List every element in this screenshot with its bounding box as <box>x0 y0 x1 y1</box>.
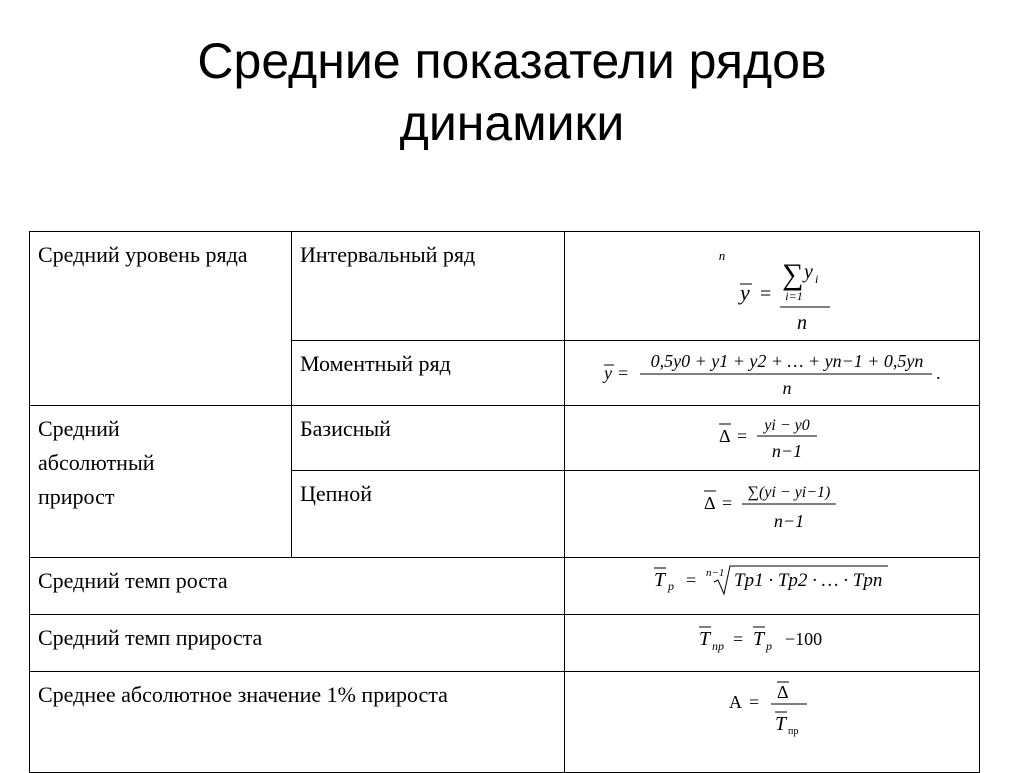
row-growth-rate <box>30 558 980 615</box>
formula-interval-lhs: y <box>740 280 750 305</box>
formula-chain-den: n−1 <box>773 511 805 531</box>
cell-chain <box>292 471 565 558</box>
formula-abs-value <box>727 678 817 742</box>
cell-formula-moment <box>565 341 980 406</box>
cell-moment-series <box>292 341 565 406</box>
formula-increase-rate-lhs-sub: пр <box>712 639 724 653</box>
formula-increase-rate-eq: = <box>733 629 744 649</box>
formula-chain <box>702 477 842 533</box>
formula-abs-value-den: T <box>775 713 787 735</box>
cell-formula-interval <box>565 232 980 341</box>
cell-abs-value-label <box>30 672 565 773</box>
cell-formula-growth-rate <box>565 558 980 615</box>
formula-interval-sum-var: y <box>804 261 813 283</box>
cell-formula-increase-rate <box>565 615 980 672</box>
cell-increase-rate-label <box>30 615 565 672</box>
cell-basic <box>292 406 565 471</box>
label-increase-rate: Средний темп прироста <box>38 625 263 650</box>
formula-basic <box>717 412 827 464</box>
formula-interval-sum-sign: ∑ <box>782 258 804 291</box>
row-abs-growth-basic <box>30 406 980 471</box>
formula-abs-value-den-sub: пр <box>788 726 799 737</box>
cell-formula-chain <box>565 471 980 558</box>
formula-growth-rate <box>652 562 892 602</box>
label-growth-rate: Средний темп роста <box>38 568 228 593</box>
formula-moment-eq: = <box>618 363 629 383</box>
slide-title <box>0 30 1024 154</box>
formula-increase-rate-rhs-var: T <box>753 628 765 650</box>
formula-growth-rate-root-index: n−1 <box>706 567 725 579</box>
formula-growth-rate-lhs: T <box>654 569 666 591</box>
formula-moment-den: n <box>782 378 792 398</box>
formula-abs-value-lhs: А <box>729 692 742 712</box>
formula-increase-rate-rhs-sub: p <box>766 639 772 653</box>
label-avg-level: Средний уровень ряда <box>38 242 248 267</box>
formula-growth-rate-eq: = <box>686 570 697 590</box>
row-abs-value-1pct <box>30 672 980 773</box>
label-abs-growth: Средний абсолютный прирост <box>38 416 155 509</box>
cell-abs-growth-label <box>30 406 292 558</box>
cell-avg-level-label <box>30 232 292 406</box>
formula-moment-num: 0,5y0 + y1 + y2 + … + yn−1 + 0,5yn <box>650 351 924 371</box>
cell-interval-series <box>292 232 565 341</box>
formula-growth-rate-radicand: Tp1 · Tp2 · … · Tpn <box>734 570 883 591</box>
formula-basic-den: n−1 <box>771 441 803 461</box>
formula-chain-num: ∑(yi − yi−1) <box>747 484 831 501</box>
formula-interval-sum-sub: i <box>815 272 819 286</box>
cell-growth-rate-label <box>30 558 565 615</box>
formula-interval <box>702 238 842 334</box>
formula-chain-eq: = <box>722 493 733 513</box>
label-interval-series: Интервальный ряд <box>300 242 476 267</box>
cell-formula-basic <box>565 406 980 471</box>
formula-interval-den: n <box>797 312 807 334</box>
formula-interval-sum-top: n <box>718 248 726 263</box>
cell-formula-abs-value <box>565 672 980 773</box>
label-abs-value-1pct: Среднее абсолютное значение 1% прироста <box>38 682 448 707</box>
formula-interval-sum-bottom: i=1 <box>785 289 803 303</box>
formula-increase-rate-lhs: T <box>699 628 711 650</box>
formula-interval-eq: = <box>760 283 772 305</box>
formula-abs-value-num: Δ <box>777 682 789 702</box>
formula-basic-lhs: Δ <box>719 426 731 446</box>
formula-moment-lhs: y <box>604 363 612 383</box>
formula-increase-rate <box>697 621 847 661</box>
row-increase-rate <box>30 615 980 672</box>
formula-basic-eq: = <box>737 426 748 446</box>
averages-table <box>29 231 980 773</box>
label-basic: Базисный <box>300 416 391 441</box>
label-chain: Цепной <box>300 481 372 506</box>
formula-moment <box>602 347 942 399</box>
label-moment-series: Моментный ряд <box>300 351 451 376</box>
formula-abs-value-eq: = <box>749 692 760 712</box>
slide-title-line-1: Средние показатели рядов <box>197 33 827 89</box>
formula-growth-rate-lhs-sub: p <box>668 579 674 593</box>
formula-increase-rate-const: −100 <box>785 629 823 649</box>
formula-basic-num: yi − y0 <box>764 417 810 434</box>
slide-title-line-2: динамики <box>399 95 625 151</box>
row-avg-level-interval <box>30 232 980 341</box>
formula-moment-end: . <box>936 363 941 383</box>
formula-chain-lhs: Δ <box>704 493 716 513</box>
